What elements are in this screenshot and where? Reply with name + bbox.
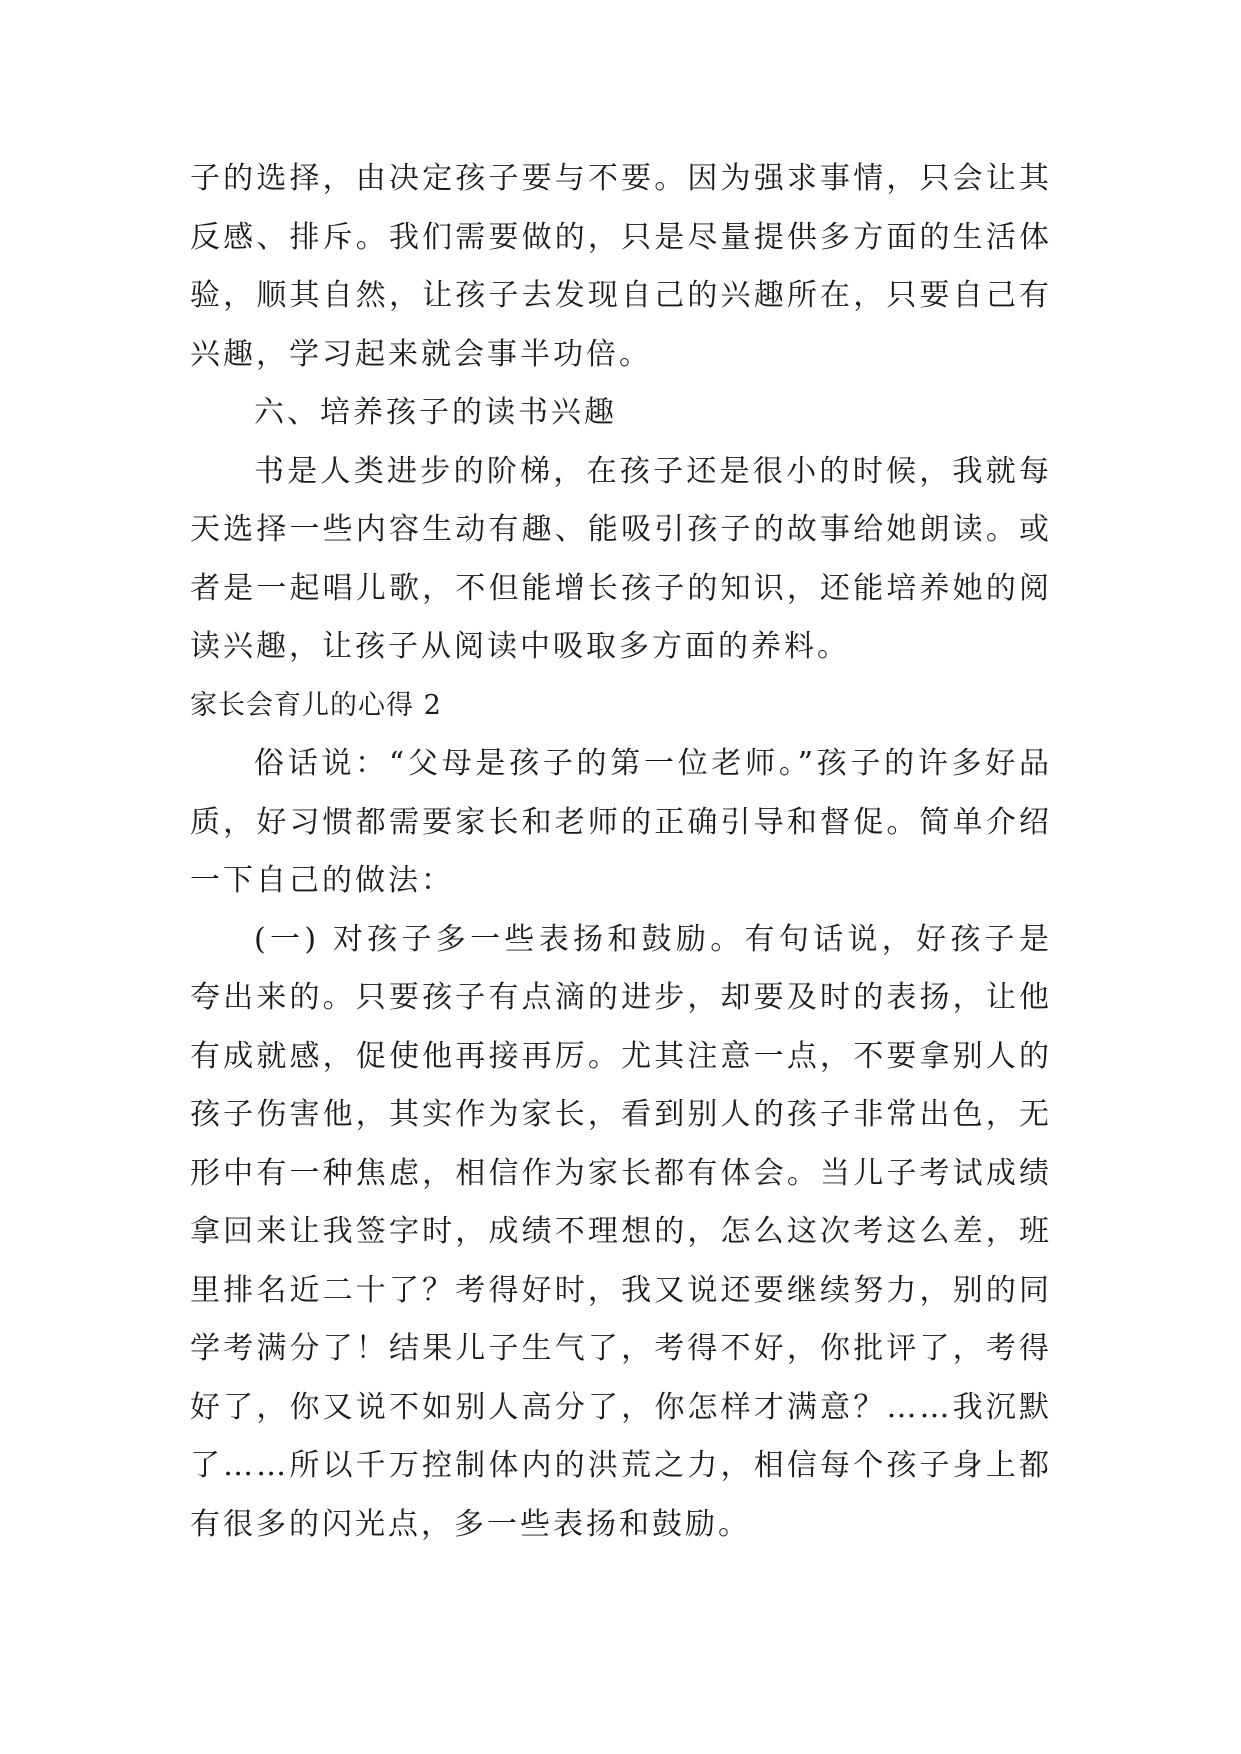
paragraph-continuation: 子的选择，由决定孩子要与不要。因为强求事情，只会让其反感、排斥。我们需要做的，只是尽量提供多方面的生活体验，顺其自然，让孩子去发现自己的兴趣所在，只要自己有兴趣，学习起来就会事半功倍。 (190, 161, 1052, 372)
section-heading-reading-interest: 六、培养孩子的读书兴趣 (254, 395, 617, 430)
paragraph-intro: 俗话说：“父母是孩子的第一位老师。”孩子的许多好品质，好习惯都需要家长和老师的正确引导和督促。简单介绍一下自己的做法： (190, 746, 1052, 898)
document-body (190, 150, 1052, 1554)
paragraph-praise: (一) 对孩子多一些表扬和鼓励。有句话说，好孩子是夸出来的。只要孩子有点滴的进步，却要及时的表扬，让他有成就感，促使他再接再厉。尤其注意一点，不要拿别人的孩子伤害他，其实作为家长，看到别人的孩子非常出色，无形中有一种焦虑，相信作为家长都有体会。当儿子考试成绩拿回来让我签字时，成绩不理想的，怎么这次考这么差，班里排名近二十了？考得好时，我又说还要继续努力，别的同学考满分了！结果儿子生气了，考得不好，你批评了，考得好了，你又说不如别人高分了，你怎样才满意？……我沉默了……所以千万控制体内的洪荒之力，相信每个孩子身上都有很多的闪光点，多一些表扬和鼓励。 (190, 921, 1052, 1542)
paragraph-reading: 书是人类进步的阶梯，在孩子还是很小的时候，我就每天选择一些内容生动有趣、能吸引孩子的故事给她朗读。或者是一起唱儿歌，不但能增长孩子的知识，还能培养她的阅读兴趣，让孩子从阅读中吸取多方面的养料。 (190, 453, 1052, 664)
article-title: 家长会育儿的心得 2 (190, 689, 442, 721)
